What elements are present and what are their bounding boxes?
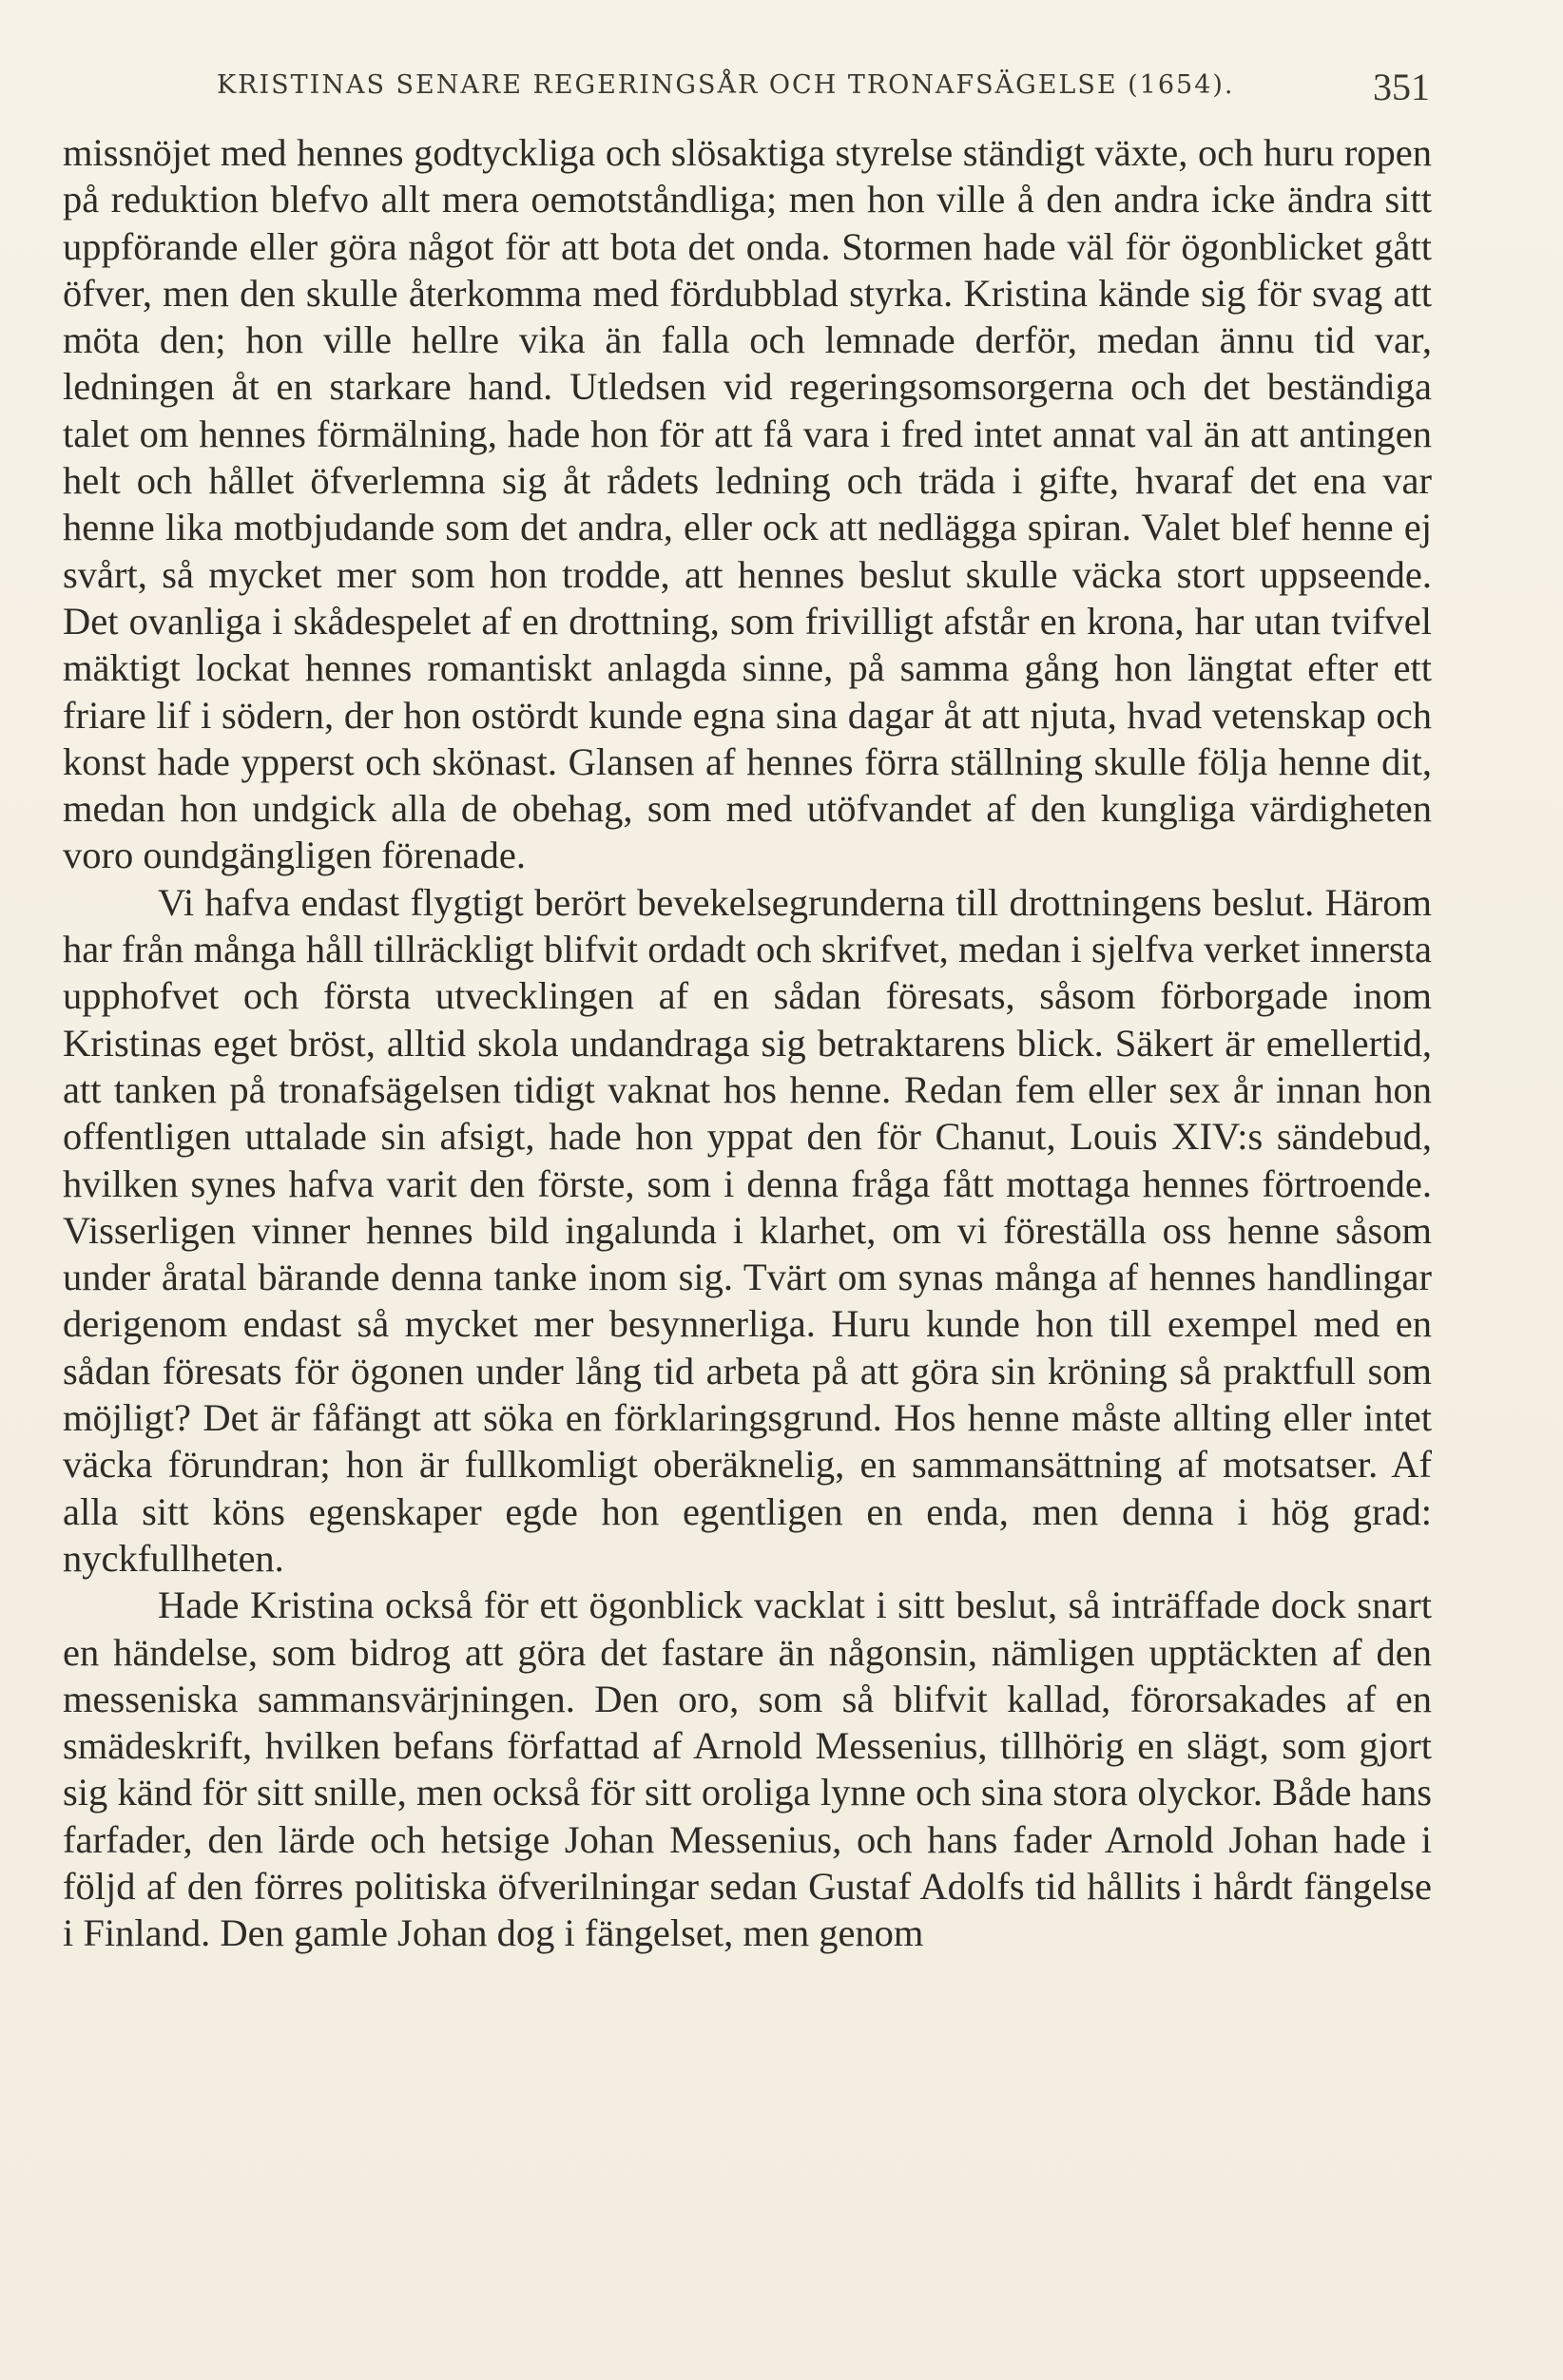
running-head-title: KRISTINAS SENARE REGERINGSÅR OCH TRONAFSÄGELSE (1654).: [217, 70, 1235, 100]
paragraph-1: missnöjet med hennes godtyckliga och slösaktiga styrelse ständigt växte, och huru ropen på reduktion blefvo allt mera oemotståndliga; men hon ville å den andra icke ändra sitt uppförande eller göra något för att bota det onda. Stormen hade väl för ögonblicket gått öfver, men den skulle återkomma med fördubblad styrka. Kristina kände sig för svag att möta den; hon ville hellre vika än falla och lemnade derför, medan ännu tid var, ledningen åt en starkare hand. Utledsen vid regeringsomsorgerna och det beständiga talet om hennes förmälning, hade hon för att få vara i fred intet annat val än att antingen helt och hållet öfverlemna sig åt rådets ledning och träda i gifte, hvaraf det ena var henne lika motbjudande som det andra, eller ock att nedlägga spiran. Valet blef henne ej svårt, så mycket mer som hon trodde, att hennes beslut skulle väcka stort uppseende. Det ovanliga i skådespelet af en drottning, som frivilligt afstår en krona, har utan tvifvel mäktigt lockat hennes romantiskt anlagda sinne, på samma gång hon längtat efter ett friare lif i södern, der hon ostördt kunde egna sina dagar åt att njuta, hvad vetenskap och konst hade ypperst och skönast. Glansen af hennes förra ställning skulle följa henne dit, medan hon undgick alla de obehag, som med utöfvandet af den kungliga värdigheten voro oundgängligen förenade.: [63, 131, 1432, 877]
paragraph-2: Vi hafva endast flygtigt berört bevekelsegrunderna till drottningens beslut. Härom har från många håll tillräckligt blifvit ordadt och skrifvet, medan i sjelfva verket innersta upphofvet och första utvecklingen af en sådan föresats, såsom förborgade inom Kristinas eget bröst, alltid skola undandraga sig betraktarens blick. Säkert är emellertid, att tanken på tronafsägelsen tidigt vaknat hos henne. Redan fem eller sex år innan hon offentligen uttalade sin afsigt, hade hon yppat den för Chanut, Louis XIV:s sändebud, hvilken synes hafva varit den förste, som i denna fråga fått mottaga hennes förtroende. Visserligen vinner hennes bild ingalunda i klarhet, om vi föreställa oss henne såsom under åratal bärande denna tanke inom sig. Tvärt om synas många af hennes handlingar derigenom endast så mycket mer besynnerliga. Huru kunde hon till exempel med en sådan föresats för ögonen under lång tid arbeta på att göra sin kröning så praktfull som möjligt? Det är fåfängt att söka en förklaringsgrund. Hos henne måste allting eller intet väcka förundran; hon är fullkomligt oberäknelig, en sammansättning af motsatser. Af alla sitt köns egenskaper egde hon egentligen en enda, men denna i hög grad: nyckfullheten.: [63, 880, 1432, 1580]
body-text: [63, 129, 1432, 1957]
page-number: 351: [1373, 66, 1430, 108]
paragraph-3: Hade Kristina också för ett ögonblick vacklat i sitt beslut, så inträffade dock snart en händelse, som bidrog att göra det fastare än någonsin, nämligen upptäckten af den messeniska sammansvärjningen. Den oro, som så blifvit kallad, förorsakades af en smädeskrift, hvilken befans författad af Arnold Messenius, tillhörig en slägt, som gjort sig känd för sitt snille, men också för sitt oroliga lynne och sina stora olyckor. Både hans farfader, den lärde och hetsige Johan Messenius, och hans fader Arnold Johan hade i följd af den förres politiska öfverilningar sedan Gustaf Adolfs tid hållits i hårdt fängelse i Finland. Den gamle Johan dog i fängelset, men genom: [63, 1583, 1432, 1955]
